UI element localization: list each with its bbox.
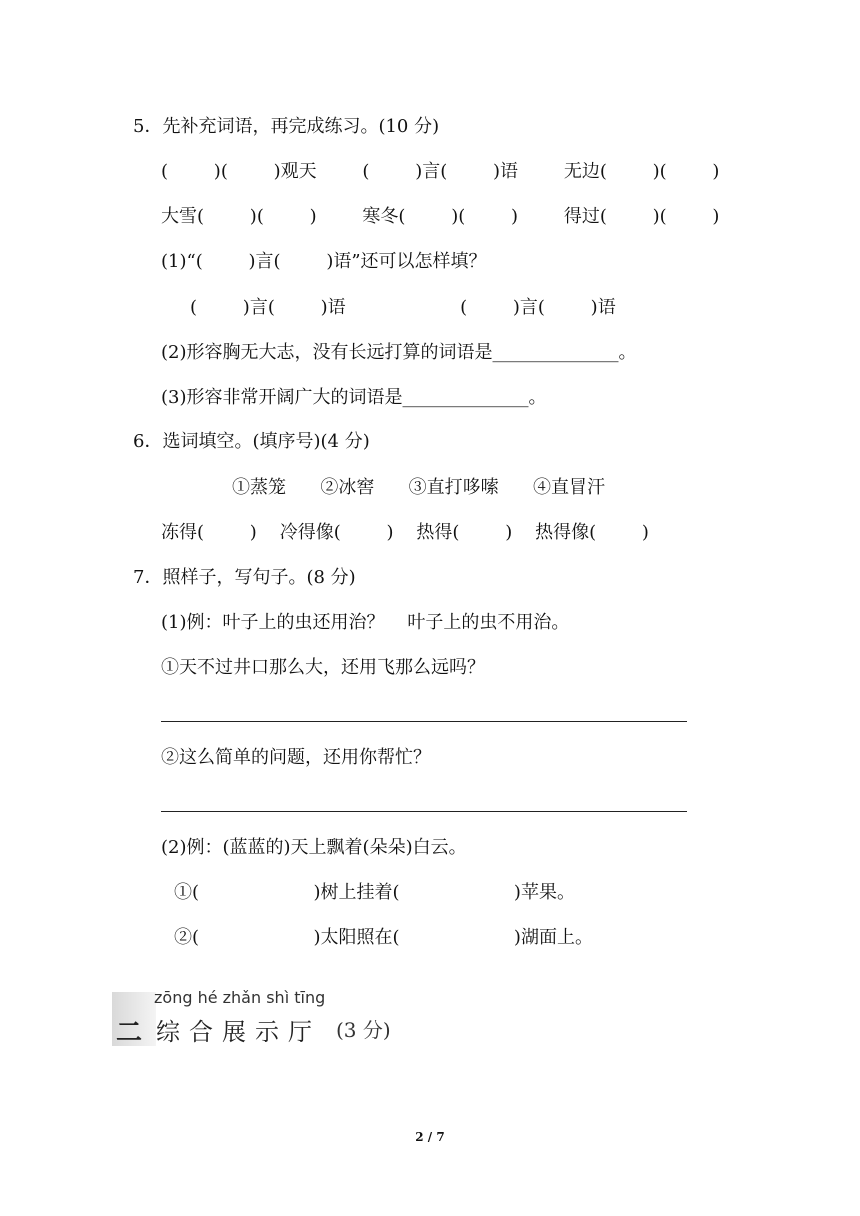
q5-word-row-2: 大雪( )( ) 寒冬( )( ) 得过( )( ) bbox=[161, 206, 720, 227]
q7-example-1-item-2: ②这么简单的问题，还用你帮忙？ bbox=[161, 747, 431, 768]
q5-sub-question-1-blanks: ( )言( )语 ( )言( )语 bbox=[190, 297, 616, 318]
q7-title: 7．照样子，写句子。(8 分) bbox=[133, 567, 356, 588]
page-number: 2 / 7 bbox=[415, 1130, 445, 1144]
q7-example-1-item-1: ①天不过井口那么大，还用飞那么远吗？ bbox=[161, 657, 485, 678]
q5-sub-question-3: (3)形容非常开阔广大的词语是______________。 bbox=[161, 387, 547, 408]
q6-blanks: 冻得( ) 冷得像( ) 热得( ) 热得像( ) bbox=[161, 522, 649, 543]
answer-line[interactable] bbox=[161, 721, 687, 722]
q6-title: 6．选词填空。(填序号)(4 分) bbox=[133, 431, 370, 452]
q7-example-2-item-1: ①( )树上挂着( )苹果。 bbox=[174, 882, 575, 903]
q5-sub-question-1: (1)“( )言( )语”还可以怎样填？ bbox=[161, 251, 487, 272]
q7-example-2: (2)例：(蓝蓝的)天上飘着(朵朵)白云。 bbox=[161, 837, 467, 858]
q5-word-row-1: ( )( )观天 ( )言( )语 无边( )( ) bbox=[161, 161, 720, 182]
section-pinyin: zōng hé zhǎn shì tīng bbox=[154, 988, 326, 1007]
section-number: 二 bbox=[116, 1018, 143, 1048]
section-banner bbox=[112, 986, 412, 1050]
section-title: 综合展示厅 bbox=[156, 1018, 321, 1046]
answer-line[interactable] bbox=[161, 811, 687, 812]
q7-example-1: (1)例：叶子上的虫还用治？ 叶子上的虫不用治。 bbox=[161, 612, 570, 633]
q5-sub-question-2: (2)形容胸无大志，没有长远打算的词语是______________。 bbox=[161, 342, 637, 363]
q5-title: 5．先补充词语，再完成练习。(10 分) bbox=[133, 116, 440, 137]
q7-example-2-item-2: ②( )太阳照在( )湖面上。 bbox=[174, 927, 593, 948]
section-score: (3 分) bbox=[336, 1018, 391, 1042]
q6-options: ①蒸笼 ②冰窖 ③直打哆嗦 ④直冒汗 bbox=[232, 477, 605, 498]
